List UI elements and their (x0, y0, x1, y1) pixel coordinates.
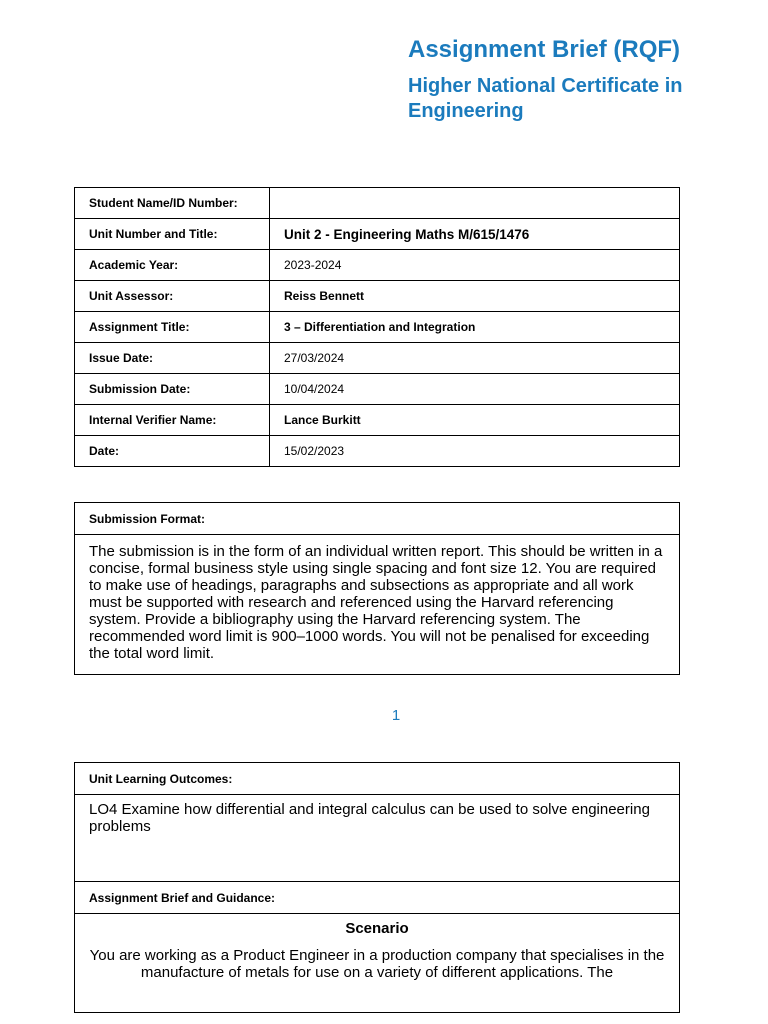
academic-year-label: Academic Year: (75, 250, 270, 281)
page-number: 1 (391, 707, 401, 724)
table-row (75, 405, 680, 436)
submission-format-text: The submission is in the form of an individual written report. This should be written in a concise, formal business style using single spacing and font size 12. You are required to make use of headings, paragraphs and subsections as appropriate and all work must be supported with research and referenced using the Harvard referencing system. Provide a bibliography using the Harvard referencing system. The recommended word limit is 900–1000 words. You will not be penalised for exceeding the total word limit. (75, 535, 680, 675)
learning-outcomes-table (74, 762, 680, 1013)
submission-format-heading: Submission Format: (75, 503, 680, 535)
student-name-label: Student Name/ID Number: (75, 188, 270, 219)
table-row (75, 250, 680, 281)
unit-assessor-value: Reiss Bennett (270, 281, 680, 312)
learning-outcome-text: LO4 Examine how differential and integral calculus can be used to solve engineering problems (75, 795, 680, 882)
table-row (75, 436, 680, 467)
document-subtitle: Higher National Certificate in Engineering (408, 75, 683, 122)
unit-title-label: Unit Number and Title: (75, 219, 270, 250)
table-row (75, 312, 680, 343)
table-row (75, 281, 680, 312)
submission-format-table (74, 502, 680, 675)
learning-outcomes-heading: Unit Learning Outcomes: (75, 763, 680, 795)
student-name-value (270, 188, 680, 219)
table-row (75, 188, 680, 219)
document-title: Assignment Brief (RQF) (408, 36, 681, 63)
unit-title-value: Unit 2 - Engineering Maths M/615/1476 (270, 219, 680, 250)
issue-date-value: 27/03/2024 (270, 343, 680, 374)
assignment-brief-heading: Assignment Brief and Guidance: (75, 882, 680, 914)
internal-verifier-value: Lance Burkitt (270, 405, 680, 436)
date-label: Date: (75, 436, 270, 467)
table-row (75, 374, 680, 405)
academic-year-value: 2023-2024 (270, 250, 680, 281)
scenario-title: Scenario (345, 920, 409, 937)
date-value: 15/02/2023 (270, 436, 680, 467)
assignment-details-table (74, 187, 680, 467)
document-header (408, 34, 748, 124)
table-row (75, 219, 680, 250)
submission-date-value: 10/04/2024 (270, 374, 680, 405)
unit-assessor-label: Unit Assessor: (75, 281, 270, 312)
scenario-section (75, 914, 680, 1013)
submission-date-label: Submission Date: (75, 374, 270, 405)
scenario-text: You are working as a Product Engineer in a production company that specialises in the manufacture of metals for use on a variety of different applications. The (89, 947, 665, 981)
assignment-title-label: Assignment Title: (75, 312, 270, 343)
assignment-title-value: 3 – Differentiation and Integration (270, 312, 680, 343)
table-row (75, 343, 680, 374)
issue-date-label: Issue Date: (75, 343, 270, 374)
internal-verifier-label: Internal Verifier Name: (75, 405, 270, 436)
